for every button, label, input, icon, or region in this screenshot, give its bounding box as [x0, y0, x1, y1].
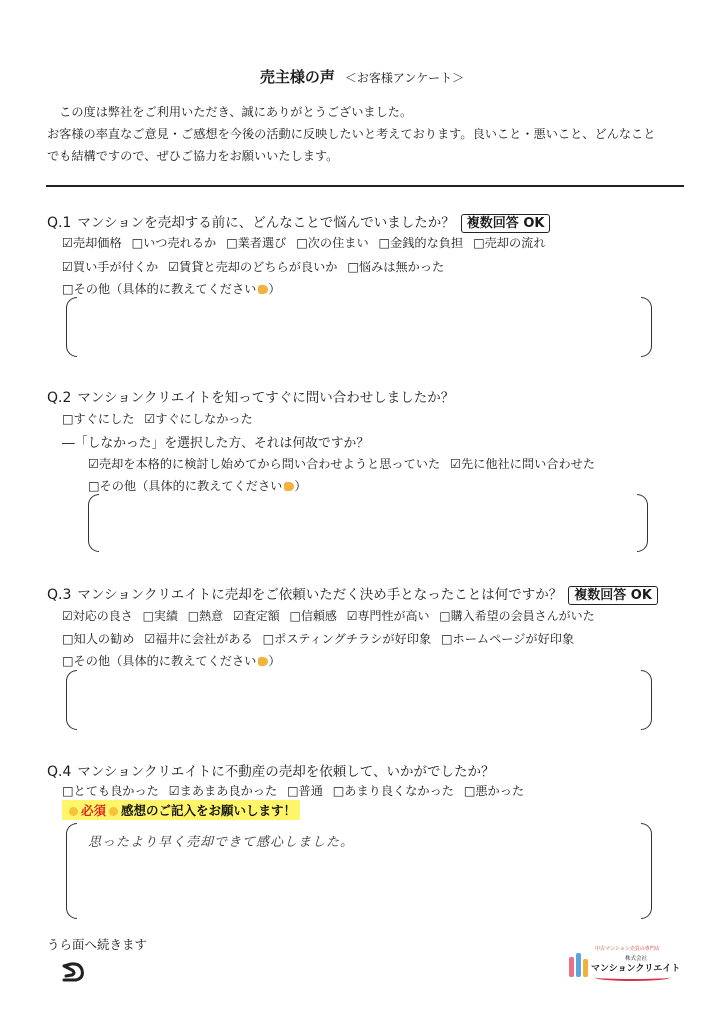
q2-answer-box[interactable] — [88, 494, 648, 552]
question-1 — [47, 211, 550, 231]
q2-follow-up: ―「しなかった」を選択した方、それは何故ですか？ — [62, 436, 370, 451]
q2-options-row-1 — [62, 410, 259, 427]
star-icon — [69, 807, 78, 816]
intro-paragraph — [47, 101, 655, 167]
checkbox-option[interactable]: □業者選び — [226, 236, 287, 250]
left-bracket — [66, 670, 77, 730]
q1-answer-box[interactable] — [66, 297, 652, 357]
question-4 — [47, 760, 494, 780]
required-banner — [62, 800, 300, 820]
q2-other — [88, 477, 307, 494]
left-bracket — [66, 297, 77, 357]
star-icon — [109, 807, 118, 816]
question-number: Q.3 — [47, 587, 72, 603]
checkbox-option[interactable]: ☑買い手が付くか — [62, 260, 159, 274]
right-bracket — [637, 494, 648, 552]
right-bracket — [641, 823, 652, 919]
other-close-paren: ） — [268, 282, 281, 296]
checkbox-option[interactable]: ☑専門性が高い — [346, 609, 430, 623]
logo-swoosh — [595, 974, 670, 981]
checkbox-option[interactable]: □熱意 — [187, 609, 224, 623]
question-number: Q.1 — [47, 215, 72, 231]
pointing-hand-icon — [284, 482, 294, 491]
title-text: 売主様の声 — [259, 68, 335, 86]
checkbox-option[interactable]: □ホームページが好印象 — [441, 632, 575, 646]
multiple-answers-badge: 複数回答 OK — [461, 214, 551, 233]
question-3 — [47, 583, 658, 603]
checkbox-option[interactable]: ☑福井に会社がある — [144, 632, 253, 646]
company-logo — [565, 943, 685, 983]
q4-options-row-1 — [62, 782, 530, 799]
checkbox-option[interactable]: □購入希望の会員さんがいた — [439, 609, 595, 623]
logo-tagline: 中古マンション売買の専門店 — [595, 946, 660, 952]
checkbox-option[interactable]: □ポスティングチラシが好印象 — [262, 632, 432, 646]
checkbox-option[interactable]: □信頼感 — [289, 609, 337, 623]
question-number: Q.2 — [47, 390, 72, 406]
q1-other — [62, 280, 281, 297]
required-label: 必須 — [81, 803, 107, 818]
checkbox-option[interactable]: ☑売却を本格的に検討し始めてから問い合わせようと思っていた — [88, 457, 441, 471]
q3-options-row-1 — [62, 607, 601, 624]
logo-figure — [569, 957, 574, 977]
divider — [46, 185, 684, 187]
q3-options-row-2 — [62, 630, 580, 647]
checkbox-option[interactable]: □売却の流れ — [473, 236, 546, 250]
title-subtitle: ＜お客様アンケート＞ — [344, 71, 465, 85]
question-2 — [47, 386, 454, 406]
q2-options-row-2 — [88, 455, 601, 472]
question-text: マンションクリエイトに売却をご依頼いただく決め手となったことは何ですか？ — [77, 587, 563, 603]
checkbox-option[interactable]: ☑まあまあ良かった — [168, 784, 278, 798]
checkbox-option[interactable]: □次の住まい — [296, 236, 369, 250]
checkbox-option[interactable]: □あまり良くなかった — [332, 784, 454, 798]
question-text: マンションクリエイトを知ってすぐに問い合わせしましたか？ — [77, 390, 455, 406]
intro-line: お客様の率直なご意見・ご感想を今後の活動に反映したいと考えております。良いこと・悪いこと、どんなこと — [47, 127, 656, 141]
other-close-paren: ） — [268, 654, 281, 668]
checkbox-option[interactable]: □いつ売れるか — [131, 236, 217, 250]
q3-answer-box[interactable] — [66, 670, 652, 730]
q1-options-row-2 — [62, 258, 450, 275]
checkbox-option[interactable]: ☑賃貸と売却のどちらが良いか — [168, 260, 338, 274]
other-close-paren: ） — [294, 479, 307, 493]
checkbox-option[interactable]: ☑先に他社に問い合わせた — [450, 457, 596, 471]
checkbox-option[interactable]: □とても良かった — [62, 784, 159, 798]
checkbox-option[interactable]: ☑売却価格 — [62, 236, 122, 250]
right-bracket — [641, 297, 652, 357]
checkbox-option[interactable]: □普通 — [287, 784, 323, 798]
survey-title — [0, 66, 724, 87]
continue-note: うら面へ続きます — [47, 937, 148, 952]
checkbox-option[interactable]: ☑すぐにしなかった — [144, 412, 253, 426]
checkbox-option[interactable]: □すぐにした — [62, 412, 135, 426]
intro-line: でも結構ですので、ぜひご協力をお願いいたします。 — [47, 149, 339, 163]
other-option[interactable]: □その他（具体的に教えてください — [62, 282, 257, 296]
question-number: Q.4 — [47, 764, 72, 780]
pointing-hand-icon — [258, 285, 268, 294]
intro-line: この度は弊社をご利用いただき、誠にありがとうございました。 — [47, 105, 413, 119]
checkbox-option[interactable]: ☑対応の良さ — [62, 609, 133, 623]
checkbox-option[interactable]: □実績 — [142, 609, 178, 623]
request-text: 感想のご記入をお願いします！ — [121, 803, 297, 818]
question-text: マンションを売却する前に、どんなことで悩んでいましたか？ — [77, 215, 455, 231]
left-bracket — [88, 494, 99, 552]
logo-company-name: マンションクリエイト — [591, 964, 681, 974]
turn-page-arrow-icon — [58, 954, 88, 986]
pointing-hand-icon — [258, 657, 268, 666]
right-bracket — [641, 670, 652, 730]
handwritten-answer: 思ったより早く売却できて感心しました。 — [88, 835, 355, 850]
checkbox-option[interactable]: □金銭的な負担 — [378, 236, 464, 250]
multiple-answers-badge: 複数回答 OK — [568, 586, 658, 605]
checkbox-option[interactable]: □悪かった — [463, 784, 525, 798]
logo-company-type: 株式会社 — [625, 956, 648, 962]
q1-options-row-1 — [62, 234, 552, 251]
logo-figure — [576, 953, 581, 977]
question-text: マンションクリエイトに不動産の売却を依頼して、いかがでしたか？ — [77, 764, 495, 780]
checkbox-option[interactable]: ☑査定額 — [232, 609, 280, 623]
other-option[interactable]: □その他（具体的に教えてください — [88, 479, 283, 493]
q3-other — [62, 652, 281, 669]
checkbox-option[interactable]: □悩みは無かった — [347, 260, 445, 274]
checkbox-option[interactable]: □知人の勧め — [62, 632, 135, 646]
logo-figure — [583, 959, 588, 977]
other-option[interactable]: □その他（具体的に教えてください — [62, 654, 257, 668]
left-bracket — [66, 823, 77, 919]
